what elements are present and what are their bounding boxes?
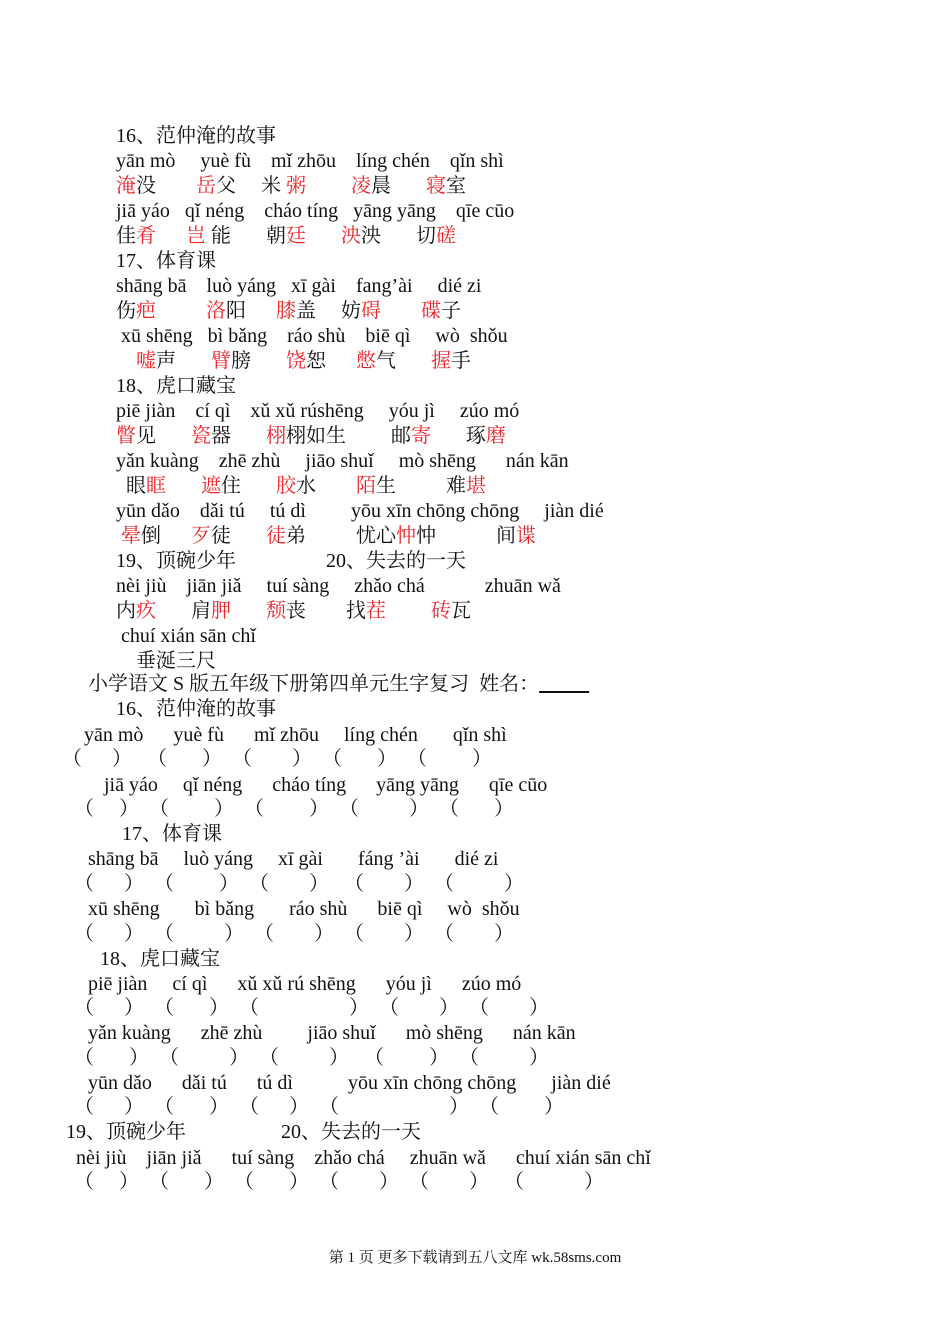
- text-segment: 弟 忧心: [286, 525, 396, 547]
- highlighted-character: 憋: [356, 350, 376, 372]
- highlighted-character: 凌: [351, 175, 371, 197]
- text-segment: nèi jiù jiān jiǎ tuí sàng zhǎo chá zhuān wǎ: [116, 575, 561, 597]
- text-segment: （ ） （ ） （ ） （ ） （ ）: [74, 1047, 549, 1069]
- text-segment: piē jiàn cí qì xǔ xǔ rúshēng yóu jì zúo mó: [116, 400, 520, 422]
- highlighted-character: 粥: [286, 175, 306, 197]
- text-line: [116, 124, 276, 148]
- text-line: [116, 624, 256, 648]
- text-line: [74, 872, 524, 896]
- text-line: [88, 672, 589, 696]
- text-segment: 生 难: [376, 475, 466, 497]
- text-line: [74, 996, 549, 1020]
- text-line: [116, 249, 216, 273]
- text-segment: 17、体育课: [116, 250, 216, 272]
- text-segment: 晨: [371, 175, 426, 197]
- text-segment: 垂涎三尺: [116, 650, 216, 672]
- text-segment: 18、虎口藏宝: [100, 948, 220, 970]
- text-line: [116, 274, 481, 298]
- text-line: [88, 1071, 611, 1095]
- text-line: [100, 947, 220, 971]
- text-line: [116, 697, 276, 721]
- text-segment: yūn dǎo dǎi tú tú dì yōu xīn chōng chōng jiàn dié: [116, 500, 604, 522]
- text-segment: 泱 切: [361, 225, 436, 247]
- text-segment: jiā yáo qǐ néng cháo tíng yāng yāng qīe cūo: [104, 774, 548, 796]
- highlighted-character: 疚: [136, 600, 156, 622]
- text-line: [116, 424, 506, 448]
- text-line: [116, 449, 569, 473]
- text-segment: yǎn kuàng zhē zhù jiāo shuǐ mò shēng nán kān: [116, 450, 569, 472]
- text-line: [116, 574, 561, 598]
- text-segment: 栩如生 邮: [286, 425, 411, 447]
- highlighted-character: 洛: [206, 300, 226, 322]
- text-segment: 气: [376, 350, 431, 372]
- text-line: [116, 224, 456, 248]
- highlighted-character: 栩: [266, 425, 286, 447]
- text-line: [116, 499, 604, 523]
- highlighted-character: 胛: [211, 600, 231, 622]
- text-line: [74, 922, 514, 946]
- highlighted-character: 砖: [431, 600, 451, 622]
- highlighted-character: 膝: [276, 300, 296, 322]
- text-segment: 琢: [431, 425, 486, 447]
- highlighted-character: 肴: [136, 225, 156, 247]
- highlighted-character: 磨: [486, 425, 506, 447]
- text-segment: 声: [156, 350, 211, 372]
- text-line: [116, 299, 461, 323]
- highlighted-character: 嘘: [136, 350, 156, 372]
- text-segment: 手: [451, 350, 471, 372]
- highlighted-character: 岳: [196, 175, 216, 197]
- highlighted-character: 寝: [426, 175, 446, 197]
- text-line: [116, 524, 536, 548]
- text-segment: xū shēng bì bǎng ráo shù biē qì wò shǒu: [88, 898, 520, 920]
- text-segment: 倒: [141, 525, 191, 547]
- text-segment: 17、体育课: [122, 823, 222, 845]
- text-segment: [156, 300, 206, 322]
- text-segment: jiā yáo qǐ néng cháo tíng yāng yāng qīe cūo: [116, 200, 515, 222]
- text-line: [74, 1095, 564, 1119]
- text-segment: 16、范仲淹的故事: [116, 698, 276, 720]
- text-line: [74, 1046, 549, 1070]
- highlighted-character: 碍: [361, 300, 381, 322]
- text-segment: [381, 300, 421, 322]
- text-line: [88, 1021, 576, 1045]
- text-segment: 父 米: [216, 175, 286, 197]
- text-line: [88, 847, 498, 871]
- highlighted-character: 疤: [136, 300, 156, 322]
- text-segment: shāng bā luò yáng xī gài fang’ài dié zi: [116, 275, 482, 297]
- text-segment: yūn dǎo dǎi tú tú dì yōu xīn chōng chōng jiàn dié: [88, 1072, 611, 1094]
- highlighted-character: 握: [431, 350, 451, 372]
- text-segment: 恕: [306, 350, 356, 372]
- text-segment: nèi jiù jiān jiǎ tuí sàng zhǎo chá zhuān wǎ chuí xián sān chǐ: [76, 1147, 651, 1169]
- text-segment: [386, 600, 431, 622]
- highlighted-character: 岂: [186, 225, 206, 247]
- text-segment: 19、顶碗少年 20、失去的一天: [66, 1121, 421, 1143]
- highlighted-character: 泱: [341, 225, 361, 247]
- text-segment: [306, 175, 351, 197]
- text-segment: 子: [441, 300, 461, 322]
- highlighted-character: 廷: [286, 225, 306, 247]
- highlighted-character: 堪: [466, 475, 486, 497]
- highlighted-character: 寄: [411, 425, 431, 447]
- text-segment: yān mò yuè fù mǐ zhōu líng chén qǐn shì: [116, 150, 504, 172]
- highlighted-character: 瓷: [191, 425, 211, 447]
- text-segment: 丧 找: [286, 600, 366, 622]
- text-line: [62, 747, 492, 771]
- text-segment: 小学语文 S 版五年级下册第四单元生字复习 姓名：: [88, 673, 540, 695]
- page-footer: 第 1 页 更多下载请到五八文库 wk.58sms.com: [328, 1250, 622, 1266]
- text-line: [116, 199, 514, 223]
- text-segment: 水: [296, 475, 356, 497]
- highlighted-character: 遮: [201, 475, 221, 497]
- text-segment: 阳: [226, 300, 276, 322]
- text-segment: （ ） （ ） （ ） （ ） （ ）: [74, 923, 514, 945]
- highlighted-character: 谍: [516, 525, 536, 547]
- name-blank[interactable]: [539, 673, 589, 695]
- text-segment: [166, 475, 201, 497]
- text-segment: （ ） （ ） （ ） （ ） （ ）: [74, 997, 549, 1019]
- text-line: [76, 1146, 651, 1170]
- highlighted-character: 徒: [266, 525, 286, 547]
- text-line: [88, 972, 521, 996]
- text-line: [116, 649, 216, 673]
- text-line: [116, 349, 471, 373]
- text-segment: 内: [116, 600, 136, 622]
- highlighted-character: 臂: [211, 350, 231, 372]
- text-segment: 瓦: [451, 600, 471, 622]
- text-segment: 住: [221, 475, 276, 497]
- text-segment: [156, 225, 186, 247]
- text-segment: 能 朝: [206, 225, 286, 247]
- text-segment: （ ） （ ） （ ） （ ） （ ）: [74, 798, 514, 820]
- highlighted-character: 淹: [116, 175, 136, 197]
- text-segment: 19、顶碗少年 20、失去的一天: [116, 550, 466, 572]
- highlighted-character: 颓: [266, 600, 286, 622]
- text-line: [104, 773, 547, 797]
- text-segment: 没: [136, 175, 196, 197]
- text-segment: 盖 妨: [296, 300, 361, 322]
- text-segment: xū shēng bì bǎng ráo shù biē qì wò shǒu: [116, 325, 508, 347]
- text-segment: 器: [211, 425, 266, 447]
- text-line: [74, 797, 514, 821]
- highlighted-character: 饶: [286, 350, 306, 372]
- text-segment: [116, 350, 136, 372]
- highlighted-character: 茬: [366, 600, 386, 622]
- text-segment: 眼: [116, 475, 146, 497]
- text-segment: （ ） （ ） （ ） （ ） （ ）: [62, 748, 492, 770]
- text-segment: 膀: [231, 350, 286, 372]
- text-line: [116, 474, 486, 498]
- highlighted-character: 忡: [396, 525, 416, 547]
- text-segment: 见: [136, 425, 191, 447]
- highlighted-character: 胶: [276, 475, 296, 497]
- highlighted-character: 陌: [356, 475, 376, 497]
- text-segment: （ ） （ ） （ ） （ ） （ ）: [74, 873, 524, 895]
- text-line: [116, 374, 236, 398]
- text-segment: yān mò yuè fù mǐ zhōu líng chén qǐn shì: [84, 724, 507, 746]
- highlighted-character: 晕: [121, 525, 141, 547]
- highlighted-character: 眶: [146, 475, 166, 497]
- text-segment: 伤: [116, 300, 136, 322]
- text-line: [122, 822, 222, 846]
- text-line: [74, 1170, 604, 1194]
- text-segment: 16、范仲淹的故事: [116, 125, 276, 147]
- highlighted-character: 磋: [436, 225, 456, 247]
- text-segment: 室: [446, 175, 466, 197]
- text-line: [116, 174, 466, 198]
- text-segment: [306, 225, 341, 247]
- text-segment: piē jiàn cí qì xǔ xǔ rú shēng yóu jì zúo mó: [88, 973, 522, 995]
- text-segment: （ ） （ ） （ ） （ ） （ ） （ ）: [74, 1171, 604, 1193]
- text-segment: 忡 间: [416, 525, 516, 547]
- highlighted-character: 碟: [421, 300, 441, 322]
- text-segment: chuí xián sān chǐ: [116, 625, 256, 647]
- text-segment: 徒: [211, 525, 266, 547]
- text-segment: 18、虎口藏宝: [116, 375, 236, 397]
- text-segment: 肩: [156, 600, 211, 622]
- text-line: [84, 723, 507, 747]
- highlighted-character: 瞥: [116, 425, 136, 447]
- text-line: [116, 399, 519, 423]
- text-line: [88, 897, 520, 921]
- text-line: [116, 549, 466, 573]
- text-line: [116, 324, 508, 348]
- text-segment: [231, 600, 266, 622]
- text-line: [116, 149, 504, 173]
- text-line: [116, 599, 471, 623]
- text-line: [66, 1120, 421, 1144]
- text-segment: shāng bā luò yáng xī gài fáng ’ài dié zi: [88, 848, 499, 870]
- highlighted-character: 歹: [191, 525, 211, 547]
- text-segment: 佳: [116, 225, 136, 247]
- text-segment: （ ） （ ） （ ） （ ） （ ）: [74, 1096, 564, 1118]
- text-segment: yǎn kuàng zhē zhù jiāo shuǐ mò shēng nán kān: [88, 1022, 576, 1044]
